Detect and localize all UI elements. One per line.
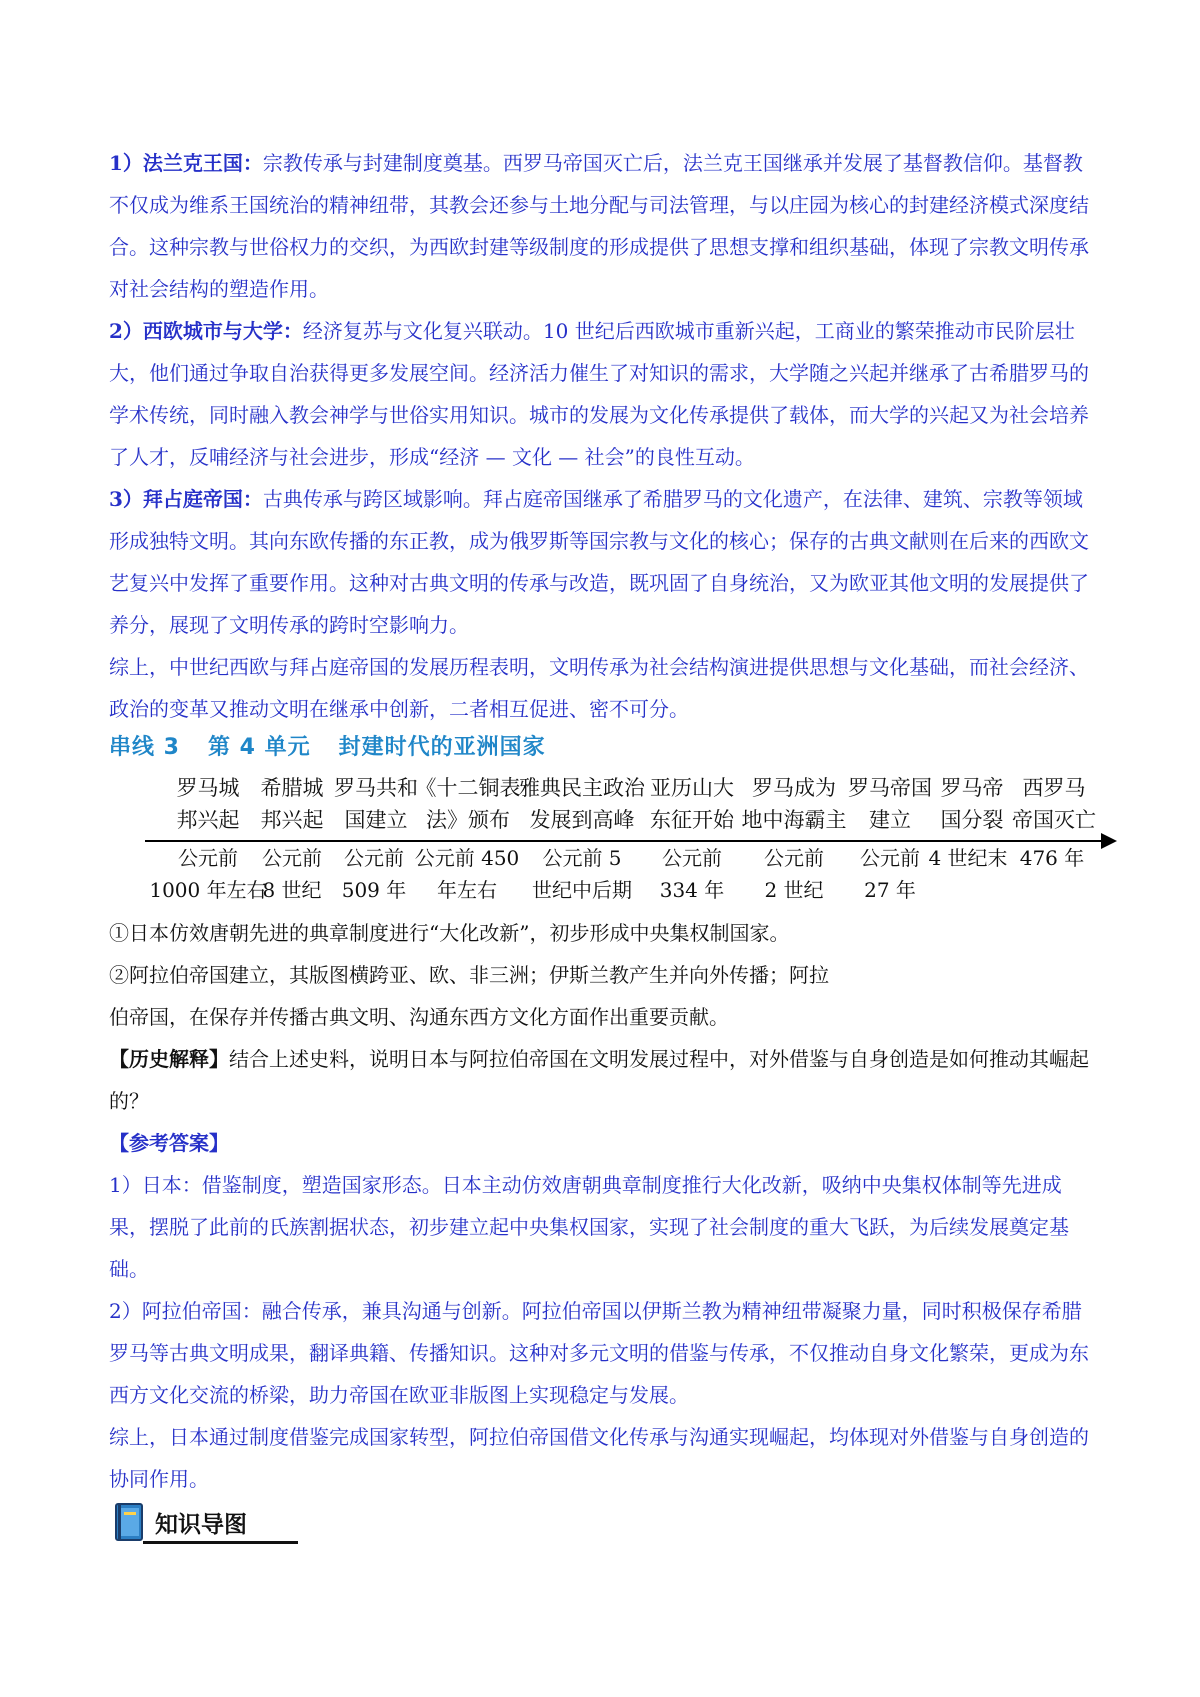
timeline-event: 雅典民主政治 发展到高峰 [519,776,645,832]
timeline-arrow-icon [1101,833,1117,849]
text-cities: 经济复苏与文化复兴联动。10 世纪后西欧城市重新兴起，工商业的繁荣推动市民阶层壮大，他们通过争取自治获得更多发展空间。经济活力催生了对知识的需求，大学随之兴起并继承了古希腊罗马的学术传统，同时融入教会神学与世俗实用知识。城市的发展为文化传承提供了载体，而大学的兴起又为社会培养了人才，反哺经济与社会进步，形成“经济 — 文化 — 社会”的良性互动。 [109,319,1089,469]
text-franks: 宗教传承与封建制度奠基。西罗马帝国灭亡后，法兰克王国继承并发展了基督教信仰。基督教不仅成为维系王国统治的精神纽带，其教会还参与土地分配与司法管理，与以庄园为核心的封建经济模式深度结合。这种宗教与世俗权力的交织，为西欧封建等级制度的形成提供了思想支撑和组织基础，体现了宗教文明传承对社会结构的塑造作用。 [109,151,1089,301]
heading-cities: 2）西欧城市与大学： [109,319,303,343]
paragraph-byzantine [109,478,1101,646]
timeline-date: 公元前 1000 年左右 [149,846,267,902]
material-2-line2: 伯帝国，在保存并传播古典文明、沟通东西方文化方面作出重要贡献。 [109,1005,729,1029]
timeline-event: 罗马共和 国建立 [334,776,418,832]
timeline-date: 公元前 8 世纪 [262,846,322,902]
question-text: 结合上述史料，说明日本与阿拉伯帝国在文明发展过程中，对外借鉴与自身创造是如何推动其崛起的？ [109,1047,1089,1113]
section-title [109,730,546,761]
timeline-date: 476 年 [1019,846,1085,870]
timeline-date: 公元前 509 年 [341,846,407,902]
timeline-date: 公元前 5 世纪中后期 [532,846,632,902]
timeline-event: 罗马成为 地中海霸主 [741,776,847,832]
timeline-date: 公元前 334 年 [659,846,725,902]
timeline-event: 西罗马 帝国灭亡 [1012,776,1096,832]
timeline-event: 罗马城 邦兴起 [176,776,240,832]
paragraph-cities [109,310,1101,478]
material-2-line1: ②阿拉伯帝国建立，其版图横跨亚、欧、非三洲；伊斯兰教产生并向外传播；阿拉 [109,963,829,987]
question [109,1038,1101,1122]
material-1: ①日本仿效唐朝先进的典章制度进行“大化改新”，初步形成中央集权制国家。 [109,921,790,945]
timeline-event: 罗马帝国 建立 [848,776,932,832]
summary-top: 综上，中世纪西欧与拜占庭帝国的发展历程表明，文明传承为社会结构演进提供思想与文化基础，而社会经济、政治的变革又推动文明在继承中创新，二者相互促进、密不可分。 [109,655,1089,721]
timeline-event: 亚历山大 东征开始 [650,776,734,832]
timeline-date: 公元前 450 年左右 [414,846,520,902]
answer-japan: 1）日本：借鉴制度，塑造国家形态。日本主动仿效唐朝典章制度推行大化改新，吸纳中央集权体制等先进成果，摆脱了此前的氏族割据状态，初步建立起中央集权国家，实现了社会制度的重大飞跃，为后续发展奠定基础。 [109,1173,1069,1281]
section-unit: 第 4 单元 [207,735,311,760]
timeline-date: 公元前 27 年 [860,846,920,902]
timeline-event: 罗马帝 国分裂 [940,776,1004,832]
question-label: 【历史解释】 [109,1047,229,1071]
timeline-date: 公元前 2 世纪 [764,846,824,902]
heading-franks: 1）法兰克王国： [109,151,263,175]
heading-byzantine: 3）拜占庭帝国： [109,487,263,511]
paragraph-franks [109,142,1101,310]
answer-label: 【参考答案】 [109,1131,229,1155]
book-icon [115,1503,143,1541]
summary-bottom: 综上，日本通过制度借鉴完成国家转型，阿拉伯帝国借文化传承与沟通实现崛起，均体现对外借鉴与自身创造的协同作用。 [109,1425,1089,1491]
answer-arab: 2）阿拉伯帝国：融合传承，兼具沟通与创新。阿拉伯帝国以伊斯兰教为精神纽带凝聚力量，同时积极保存希腊罗马等古典文明成果，翻译典籍、传播知识。这种对多元文明的借鉴与传承，不仅推动自身文化繁荣，更成为东西方文化交流的桥梁，助力帝国在欧亚非版图上实现稳定与发展。 [109,1299,1089,1407]
text-byzantine: 古典传承与跨区域影响。拜占庭帝国继承了希腊罗马的文化遗产，在法律、建筑、宗教等领域形成独特文明。其向东欧传播的东正教，成为俄罗斯等国宗教与文化的核心；保存的古典文献则在后来的西欧文艺复兴中发挥了重要作用。这种对古典文明的传承与改造，既巩固了自身统治，又为欧亚其他文明的发展提供了养分，展现了文明传承的跨时空影响力。 [109,487,1089,637]
timeline-event: 希腊城 邦兴起 [260,776,324,832]
mindmap-underline [143,1541,298,1544]
timeline-event: 《十二铜表 法》颁布 [415,776,521,832]
section-label: 串线 3 [109,735,180,760]
timeline-date: 4 世纪末 [928,846,1008,870]
mindmap-label: 知识导图 [155,1512,247,1538]
section-heading: 封建时代的亚洲国家 [338,735,546,760]
